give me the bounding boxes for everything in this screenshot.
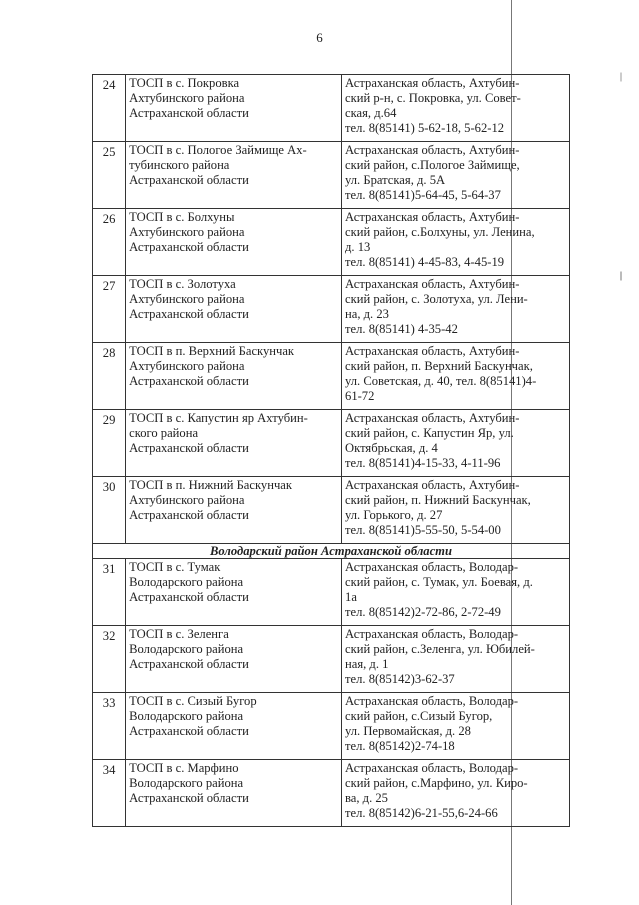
organization-name-line: Астраханской области — [129, 791, 249, 805]
organization-name-line: Ахтубинского района — [129, 292, 245, 306]
organization-name-line: ТОСП в с. Марфино — [129, 761, 239, 775]
row-number: 32 — [93, 626, 126, 693]
address-cell — [342, 209, 570, 276]
organization-name-cell — [126, 343, 342, 410]
organization-name-line: Астраханской области — [129, 508, 249, 522]
address-line: Астраханская область, Ахтубин- — [345, 143, 520, 157]
address-line: 61-72 — [345, 389, 375, 403]
address-line: ская, д.64 — [345, 106, 397, 120]
address-line: ский р-н, с. Покровка, ул. Совет- — [345, 91, 521, 105]
organization-name-cell — [126, 75, 342, 142]
address-line: Астраханская область, Ахтубин- — [345, 210, 520, 224]
address-line: тел. 8(85141) 4-35-42 — [345, 322, 458, 336]
row-number: 33 — [93, 693, 126, 760]
organization-name-cell — [126, 209, 342, 276]
address-cell — [342, 75, 570, 142]
table-row — [93, 209, 570, 276]
organization-name-line: Астраханской области — [129, 240, 249, 254]
organization-name-cell — [126, 410, 342, 477]
organization-name-line: Володарского района — [129, 575, 244, 589]
row-number: 34 — [93, 760, 126, 827]
section-title: Володарский район Астраханской области — [93, 544, 570, 559]
address-cell — [342, 693, 570, 760]
organization-name-line: ТОСП в с. Пологое Займище Ах- — [129, 143, 307, 157]
organization-name-cell — [126, 693, 342, 760]
organization-name-line: Володарского района — [129, 642, 244, 656]
organization-name-line: Астраханской области — [129, 106, 249, 120]
address-cell — [342, 477, 570, 544]
address-line: Октябрьская, д. 4 — [345, 441, 438, 455]
address-line: тел. 8(85141)4-15-33, 4-11-96 — [345, 456, 501, 470]
tosp-table-body — [93, 75, 570, 827]
organization-name-line: Володарского района — [129, 776, 244, 790]
organization-name-line: Володарского района — [129, 709, 244, 723]
address-line: Астраханская область, Ахтубин- — [345, 411, 520, 425]
table-row — [93, 760, 570, 827]
address-line: ский район, с.Сизый Бугор, — [345, 709, 493, 723]
table-row — [93, 693, 570, 760]
address-line: Астраханская область, Ахтубин- — [345, 277, 520, 291]
organization-name-cell — [126, 477, 342, 544]
organization-name-line: Астраханской области — [129, 173, 249, 187]
section-header-row — [93, 544, 570, 559]
organization-name-line: Ахтубинского района — [129, 493, 245, 507]
address-line: ский район, с. Тумак, ул. Боевая, д. — [345, 575, 533, 589]
tosp-table — [92, 74, 570, 827]
address-line: ул. Горького, д. 27 — [345, 508, 443, 522]
row-number: 30 — [93, 477, 126, 544]
organization-name-line: Ахтубинского района — [129, 225, 245, 239]
organization-name-cell — [126, 626, 342, 693]
address-line: тел. 8(85141) 5-62-18, 5-62-12 — [345, 121, 505, 135]
address-line: ский район, с.Марфино, ул. Киро- — [345, 776, 528, 790]
address-line: ский район, с. Капустин Яр, ул. — [345, 426, 514, 440]
address-line: тел. 8(85141)5-64-45, 5-64-37 — [345, 188, 501, 202]
table-row — [93, 75, 570, 142]
row-number: 29 — [93, 410, 126, 477]
address-line: ва, д. 25 — [345, 791, 388, 805]
address-line: тел. 8(85142)3-62-37 — [345, 672, 455, 686]
address-line: 1а — [345, 590, 357, 604]
address-line: ский район, с.Болхуны, ул. Ленина, — [345, 225, 535, 239]
address-line: ул. Советская, д. 40, тел. 8(85141)4- — [345, 374, 537, 388]
organization-name-line: Астраханской области — [129, 724, 249, 738]
address-line: ский район, с.Пологое Займище, — [345, 158, 520, 172]
address-line: ский район, с. Золотуха, ул. Лени- — [345, 292, 528, 306]
address-line: Астраханская область, Володар- — [345, 627, 519, 641]
address-line: Астраханская область, Володар- — [345, 761, 519, 775]
table-row — [93, 477, 570, 544]
organization-name-line: ТОСП в с. Сизый Бугор — [129, 694, 257, 708]
address-line: ул. Братская, д. 5А — [345, 173, 446, 187]
row-number: 25 — [93, 142, 126, 209]
organization-name-cell — [126, 760, 342, 827]
organization-name-line: ТОСП в с. Золотуха — [129, 277, 236, 291]
address-cell — [342, 410, 570, 477]
organization-name-line: ТОСП в с. Капустин яр Ахтубин- — [129, 411, 308, 425]
address-line: тел. 8(85142)2-74-18 — [345, 739, 455, 753]
organization-name-line: Астраханской области — [129, 590, 249, 604]
table-row — [93, 142, 570, 209]
address-cell — [342, 559, 570, 626]
address-line: Астраханская область, Ахтубин- — [345, 344, 520, 358]
table-row — [93, 276, 570, 343]
organization-name-line: Астраханской области — [129, 374, 249, 388]
address-line: тел. 8(85142)6-21-55,6-24-66 — [345, 806, 498, 820]
address-line: ул. Первомайская, д. 28 — [345, 724, 471, 738]
row-number: 26 — [93, 209, 126, 276]
address-line: ский район, п. Нижний Баскунчак, — [345, 493, 531, 507]
row-number: 28 — [93, 343, 126, 410]
organization-name-line: ТОСП в с. Тумак — [129, 560, 221, 574]
address-line: тел. 8(85142)2-72-86, 2-72-49 — [345, 605, 501, 619]
address-line: ский район, п. Верхний Баскунчак, — [345, 359, 533, 373]
row-number: 31 — [93, 559, 126, 626]
address-line: Астраханская область, Володар- — [345, 560, 519, 574]
scan-edge-marks — [620, 0, 622, 905]
organization-name-line: ТОСП в с. Покровка — [129, 76, 240, 90]
organization-name-line: ТОСП в с. Болхуны — [129, 210, 235, 224]
table-row — [93, 626, 570, 693]
row-number: 24 — [93, 75, 126, 142]
organization-name-line: Астраханской области — [129, 307, 249, 321]
organization-name-cell — [126, 142, 342, 209]
organization-name-line: ского района — [129, 426, 199, 440]
page-number: 6 — [316, 30, 323, 45]
address-cell — [342, 276, 570, 343]
table-row — [93, 343, 570, 410]
table-row — [93, 410, 570, 477]
organization-name-line: Ахтубинского района — [129, 359, 245, 373]
row-number: 27 — [93, 276, 126, 343]
address-line: Астраханская область, Володар- — [345, 694, 519, 708]
organization-name-line: Астраханской области — [129, 657, 249, 671]
address-line: Астраханская область, Ахтубин- — [345, 478, 520, 492]
address-line: Астраханская область, Ахтубин- — [345, 76, 520, 90]
organization-name-cell — [126, 276, 342, 343]
address-cell — [342, 626, 570, 693]
address-line: тел. 8(85141)5-55-50, 5-54-00 — [345, 523, 501, 537]
organization-name-line: ТОСП в п. Нижний Баскунчак — [129, 478, 293, 492]
address-line: тел. 8(85141) 4-45-83, 4-45-19 — [345, 255, 505, 269]
address-line: ная, д. 1 — [345, 657, 389, 671]
organization-name-line: тубинского района — [129, 158, 230, 172]
address-line: на, д. 23 — [345, 307, 389, 321]
address-cell — [342, 142, 570, 209]
address-cell — [342, 760, 570, 827]
address-cell — [342, 343, 570, 410]
address-line: д. 13 — [345, 240, 371, 254]
organization-name-line: ТОСП в п. Верхний Баскунчак — [129, 344, 295, 358]
organization-name-line: Астраханской области — [129, 441, 249, 455]
table-row — [93, 559, 570, 626]
organization-name-cell — [126, 559, 342, 626]
address-line: ский район, с.Зеленга, ул. Юбилей- — [345, 642, 535, 656]
organization-name-line: Ахтубинского района — [129, 91, 245, 105]
organization-name-line: ТОСП в с. Зеленга — [129, 627, 229, 641]
